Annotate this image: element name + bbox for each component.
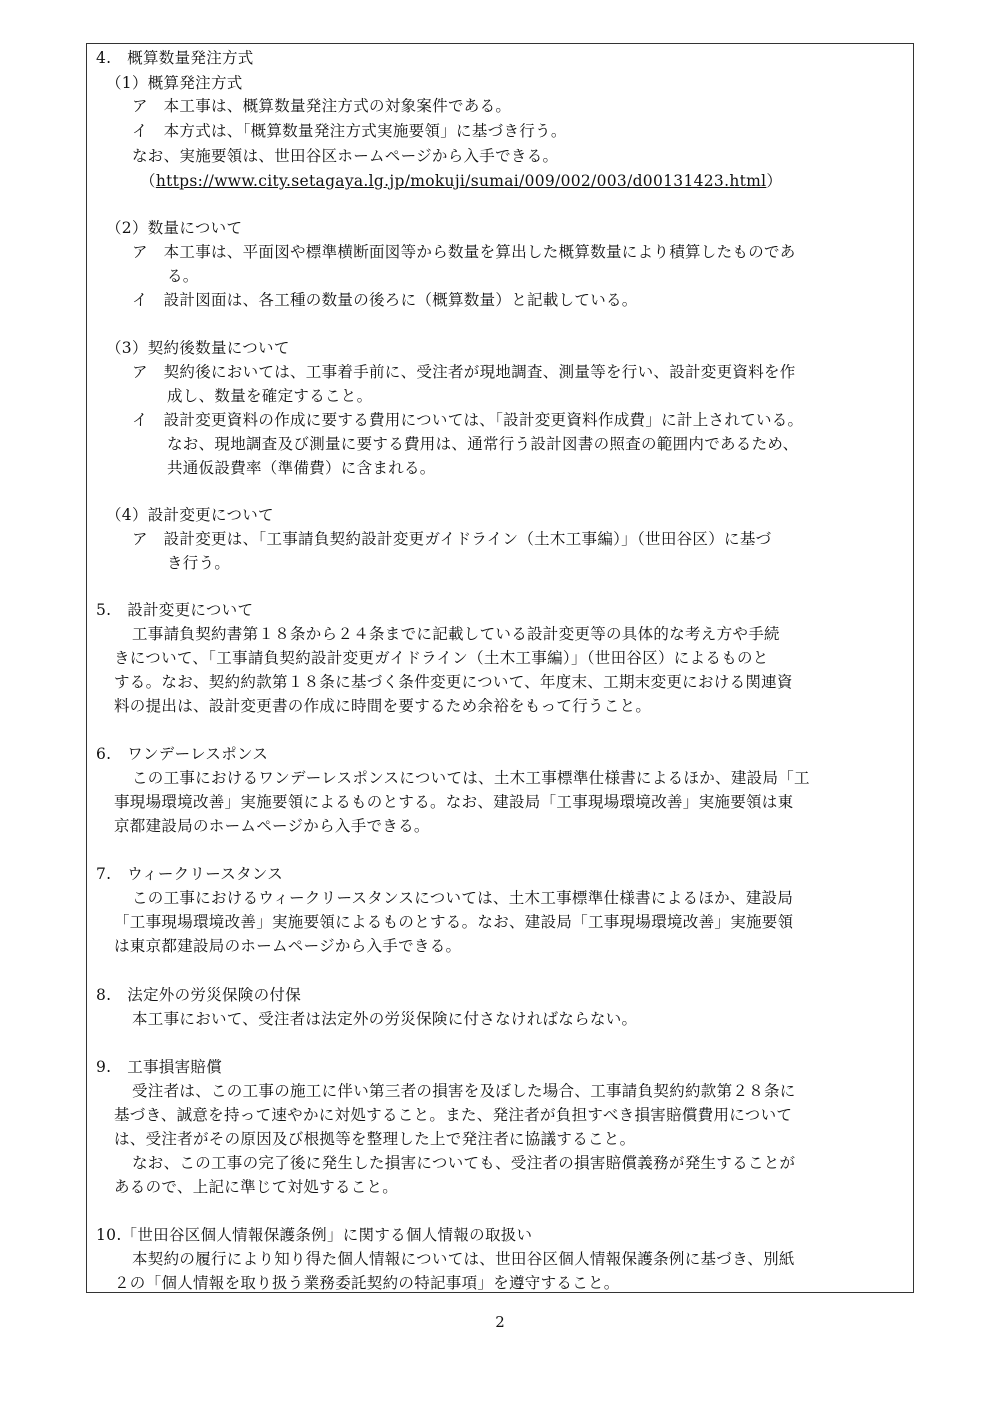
section-9-para-line3: は、受注者がその原因及び根拠等を整理した上で発注者に協議すること。 [114,1130,636,1148]
section-5-para-line4: 料の提出は、設計変更書の作成に時間を要するため余裕をもって行うこと。 [114,697,652,715]
section-9-para-line2: 基づき、誠意を持って速やかに対処すること。また、発注者が負担すべき損害賠償費用について [114,1106,793,1124]
section-5-para-line1: 工事請負契約書第１８条から２４条までに記載している設計変更等の具体的な考え方や手続 [132,625,780,643]
section-10-para-line1: 本契約の履行により知り得た個人情報については、世田谷区個人情報保護条例に基づき、別紙 [132,1250,795,1268]
section-8-heading: 8. 法定外の労災保険の付保 [96,986,301,1004]
section-10-heading: 10.「世田谷区個人情報保護条例」に関する個人情報の取扱い [96,1226,533,1244]
item-4-1-i: イ 本方式は、「概算数量発注方式実施要領」に基づき行う。 [132,122,567,140]
item-4-1-note: なお、実施要領は、世田谷区ホームページから入手できる。 [132,147,559,165]
section-5-para-line2: きについて、「工事請負契約設計変更ガイドライン（土木工事編）」（世田谷区）によるものと [114,649,769,667]
section-9-heading: 9. 工事損害賠償 [96,1058,222,1076]
url-open-paren: （ [140,172,156,190]
subsection-4-3-heading: （3）契約後数量について [106,339,290,357]
section-7-heading: 7. ウィークリースタンス [96,865,284,883]
url-close-paren: ） [766,172,783,190]
section-5-para-line3: する。なお、契約約款第１８条に基づく条件変更について、年度末、工期末変更における関連資 [114,673,793,691]
subsection-4-1-heading: （1）概算発注方式 [106,74,243,92]
section-10-para-line2: ２の「個人情報を取り扱う業務委託契約の特記事項」を遵守すること。 [114,1274,620,1292]
section-7-para-line2: 「工事現場環境改善」実施要領によるものとする。なお、建設局「工事現場環境改善」実施要領 [114,913,794,931]
section-9-para-line5: あるので、上記に準じて対処すること。 [114,1178,399,1196]
item-4-3-i-line1: イ 設計変更資料の作成に要する費用については、「設計変更資料作成費」に計上されている。 [132,411,804,429]
section-4-heading: 4. 概算数量発注方式 [96,49,254,67]
setagaya-url-link[interactable]: https://www.city.setagaya.lg.jp/mokuji/sumai/009/002/003/d00131423.html [155,172,767,190]
reference-url-line [140,171,782,191]
subsection-4-4-heading: （4）設計変更について [106,506,274,524]
section-6-para-line2: 事現場環境改善」実施要領によるものとする。なお、建設局「工事現場環境改善」実施要領は東 [114,793,794,811]
section-5-heading: 5. 設計変更について [96,601,254,619]
item-4-1-a: ア 本工事は、概算数量発注方式の対象案件である。 [132,97,512,115]
section-6-heading: 6. ワンデーレスポンス [96,745,269,763]
section-6-para-line3: 京都建設局のホームページから入手できる。 [114,817,430,835]
page-number: 2 [495,1313,505,1331]
section-9-para-line1: 受注者は、この工事の施工に伴い第三者の損害を及ぼした場合、工事請負契約約款第２８条に [132,1082,796,1100]
section-8-para-line1: 本工事において、受注者は法定外の労災保険に付さなければならない。 [132,1010,638,1028]
subsection-4-2-heading: （2）数量について [106,219,243,237]
item-4-2-a-line1: ア 本工事は、平面図や標準横断面図等から数量を算出した概算数量により積算したものであ [132,243,796,261]
section-7-para-line1: この工事におけるウィークリースタンスについては、土木工事標準仕様書によるほか、建設局 [132,889,794,907]
item-4-2-i: イ 設計図面は、各工種の数量の後ろに（概算数量）と記載している。 [132,291,638,309]
item-4-4-a-line2: き行う。 [167,554,231,572]
item-4-3-a-line2: 成し、数量を確定すること。 [167,387,373,405]
item-4-2-a-line2: る。 [167,267,199,285]
item-4-3-i-line3: 共通仮設費率（準備費）に含まれる。 [167,459,436,477]
section-7-para-line3: は東京都建設局のホームページから入手できる。 [114,937,462,955]
item-4-4-a-line1: ア 設計変更は、「工事請負契約設計変更ガイドライン（土木工事編）」（世田谷区）に基づ [132,530,772,548]
item-4-3-a-line1: ア 契約後においては、工事着手前に、受注者が現地調査、測量等を行い、設計変更資料を作 [132,363,796,381]
section-6-para-line1: この工事におけるワンデーレスポンスについては、土木工事標準仕様書によるほか、建設局「工 [132,769,810,787]
item-4-3-i-line2: なお、現地調査及び測量に要する費用は、通常行う設計図書の照査の範囲内であるため、 [167,435,799,453]
section-9-para-line4: なお、この工事の完了後に発生した損害についても、受注者の損害賠償義務が発生することが [132,1154,796,1172]
